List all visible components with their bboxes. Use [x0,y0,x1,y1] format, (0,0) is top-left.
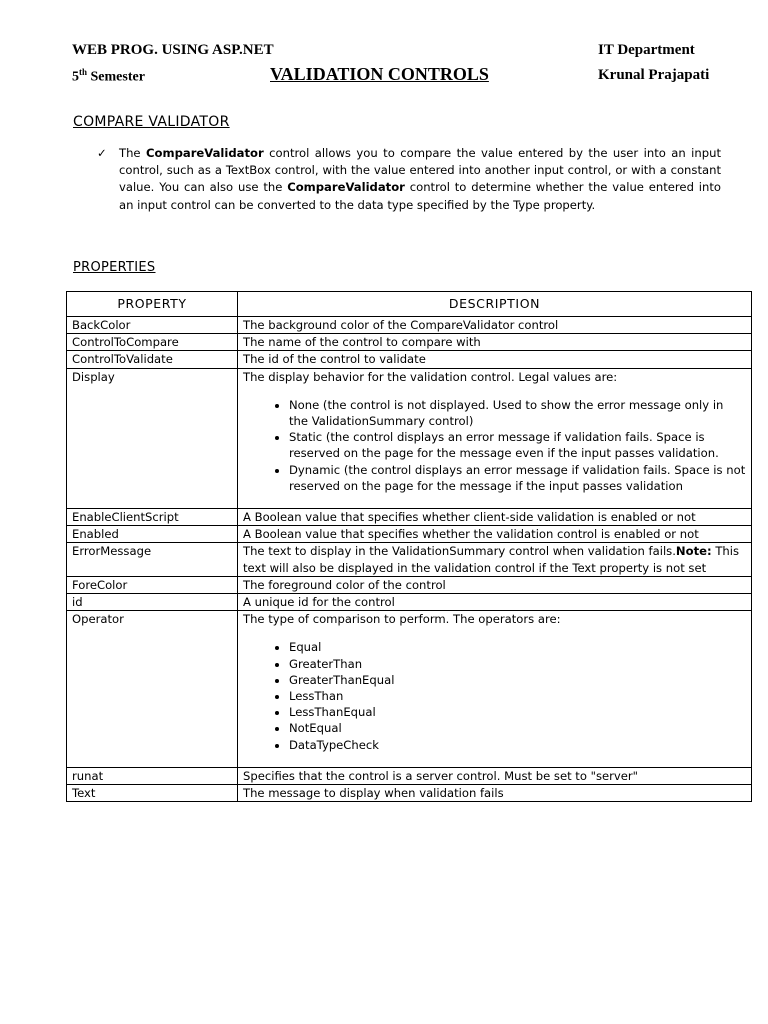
property-name: Operator [67,611,238,768]
list-item: • None (the control is not displayed. Used to show the error message only in the ValidationSummary control) [289,397,746,429]
property-description: A unique id for the control [238,594,752,611]
property-description: A Boolean value that specifies whether the validation control is enabled or not [238,526,752,543]
property-description [238,368,752,508]
property-name: ErrorMessage [67,543,238,576]
intro-text [119,145,721,214]
properties-title: PROPERTIES [73,260,156,275]
property-name: ForeColor [67,576,238,593]
property-name: ControlToCompare [67,334,238,351]
property-description [238,543,752,576]
table-row [67,526,752,543]
column-header-property: PROPERTY [67,292,238,317]
intro-paragraph [97,145,721,214]
list-item: • NotEqual [289,720,746,736]
list-item: • Dynamic (the control displays an error message if validation fails. Space is not reserved on the page for the message if the input passes validation [289,462,746,494]
description-text: The text to display in the ValidationSummary control when validation fails. [243,544,676,559]
semester-word: Semester [87,69,145,85]
intro-text-part: control to determine whether the value entered into an input control can be converted to the data type specified by the Type property. [119,180,721,212]
property-description: The name of the control to compare with [238,334,752,351]
department-name: IT Department [598,42,695,58]
note-label: Note: [675,544,712,559]
intro-bold-term: CompareValidator [287,180,405,195]
list-item: • GreaterThanEqual [289,672,746,688]
author-name: Krunal Prajapati [598,67,710,83]
display-values-list [243,397,746,494]
intro-text-part: The [119,146,147,160]
list-item: • LessThanEqual [289,704,746,720]
property-description [238,611,752,768]
checkmark-icon: ✓ [97,146,107,160]
table-row [67,594,752,611]
property-description: The foreground color of the control [238,576,752,593]
course-title: WEB PROG. USING ASP.NET [72,42,274,58]
table-row [67,317,752,334]
intro-text-part: control allows you to compare the value entered by the user into an input control, such as a TextBox control, with the value entered into another input control, or with a constant value. You can also use the [119,146,721,195]
property-name: Display [67,368,238,508]
property-name: id [67,594,238,611]
page-topic: VALIDATION CONTROLS [270,64,489,84]
intro-bold-term: CompareValidator [146,146,264,160]
table-row [67,767,752,784]
property-description: The id of the control to validate [238,351,752,368]
list-item: • LessThan [289,688,746,704]
property-name: BackColor [67,317,238,334]
property-description: The message to display when validation fails [238,785,752,802]
description-text: This text will also be displayed in the validation control if the Text property is not set [243,544,740,575]
list-item: • GreaterThan [289,656,746,672]
description-intro: The type of comparison to perform. The operators are: [243,612,561,627]
table-row [67,611,752,768]
list-item: • Equal [289,639,746,655]
property-description: Specifies that the control is a server control. Must be set to "server" [238,767,752,784]
property-description: The background color of the CompareValidator control [238,317,752,334]
semester-suffix: th [79,67,88,77]
table-row [67,576,752,593]
list-item: • Static (the control displays an error message if validation fails. Space is reserved on the page for the message even if the input passes validation. [289,429,746,461]
operators-list [243,639,746,752]
table-row [67,785,752,802]
list-item: • DataTypeCheck [289,737,746,753]
table-row [67,543,752,576]
property-name: runat [67,767,238,784]
table-row [67,368,752,508]
table-row [67,334,752,351]
property-name: ControlToValidate [67,351,238,368]
column-header-description: DESCRIPTION [238,292,752,317]
section-title: COMPARE VALIDATOR [73,114,230,130]
table-row [67,351,752,368]
property-name: Enabled [67,526,238,543]
table-row [67,509,752,526]
table-header-row [67,292,752,317]
property-name: EnableClientScript [67,509,238,526]
semester-number: 5 [72,69,79,85]
property-name: Text [67,785,238,802]
semester-label [72,67,145,86]
properties-table [66,291,752,802]
property-description: A Boolean value that specifies whether client-side validation is enabled or not [238,509,752,526]
description-intro: The display behavior for the validation control. Legal values are: [243,369,618,384]
